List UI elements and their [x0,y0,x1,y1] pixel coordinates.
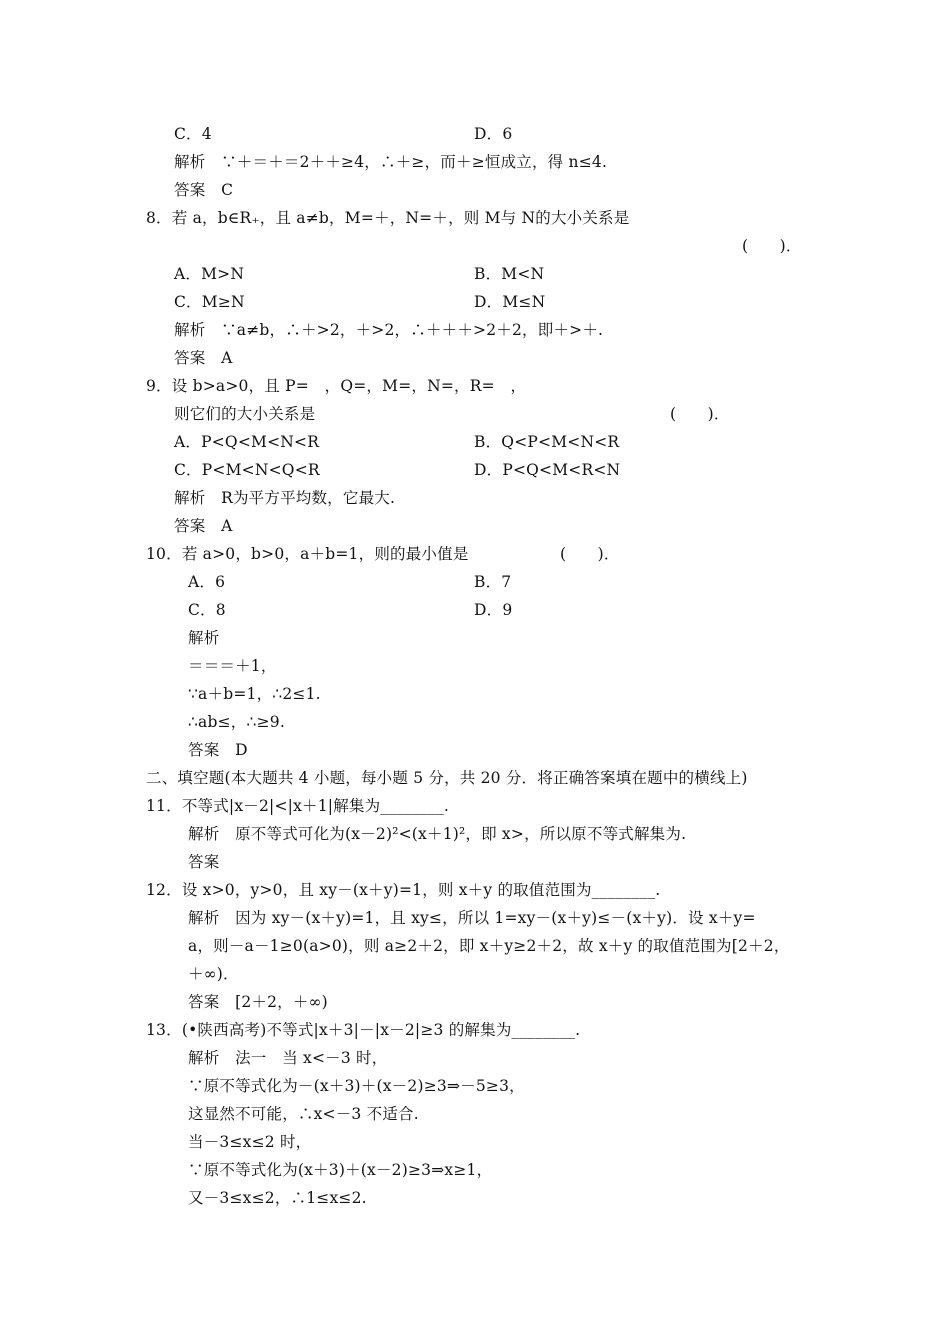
section-heading: 二、填空题(本大题共 4 小题，每小题 5 分，共 20 分．将正确答案填在题中的横线上) [146,769,748,787]
question-13: 13．(•陕西高考)不等式|x＋3|－|x－2|≥3 的解集为________. [146,1021,581,1039]
answer-text: 答案 D [188,741,248,759]
option-a: A．M>N [174,265,245,283]
analysis-text: 解析 法一 当 x<－3 时， [188,1049,388,1067]
analysis-text: 这显然不可能，∴x<－3 不适合. [188,1105,419,1123]
analysis-text: 当－3≤x≤2 时， [188,1133,312,1151]
option-d: D．M≤N [474,293,546,311]
question-12: 12．设 x>0，y>0，且 xy－(x＋y)=1，则 x＋y 的取值范围为________. [146,881,661,899]
option-d: D．9 [474,601,513,619]
analysis-text: 解析 ∵＋＝＋＝2＋＋≥4，∴＋≥，而＋≥恒成立，得 n≤4. [174,153,608,171]
option-d: D．P<Q<M<R<N [474,461,621,479]
analysis-text: a，则－a－1≥0(a>0)，则 a≥2＋2，即 x＋y≥2＋2，故 x＋y 的取值范围为[2＋2， [188,937,790,955]
answer-bracket: ( )． [560,545,620,563]
answer-text: 答案 A [174,517,233,535]
answer-text: 答案 A [174,349,233,367]
option-a: A．P<Q<M<N<R [174,433,320,451]
analysis-text: ∴ab≤，∴≥9. [188,713,285,731]
question-8: 8．若 a，b∈R₊，且 a≠b，M=＋，N=＋，则 M与 N的大小关系是 [146,209,630,227]
analysis-text: ＋∞)． [188,965,239,983]
analysis-text: ∵原不等式化为－(x＋3)＋(x－2)≥3⇒－5≥3， [188,1077,525,1095]
option-c: C．8 [188,601,226,619]
question-10: 10．若 a>0，b>0，a＋b=1，则的最小值是 [146,545,469,563]
option-d: D．6 [474,125,513,143]
analysis-text: 又－3≤x≤2，∴1≤x≤2. [188,1189,367,1207]
option-a: A．6 [188,573,226,591]
option-b: B．7 [474,573,512,591]
analysis-text: 解析 因为 xy－(x＋y)=1，且 xy≤，所以 1=xy－(x＋y)≤－(x＋y)．设 x＋y= [188,909,756,927]
answer-bracket: ( )． [670,405,730,423]
answer-bracket: ( )． [742,237,802,255]
option-b: B．Q<P<M<N<R [474,433,620,451]
analysis-text: ∵原不等式化为(x＋3)＋(x－2)≥3⇒x≥1， [188,1161,493,1179]
option-c: C．4 [174,125,212,143]
question-9-continued: 则它们的大小关系是 [174,405,316,423]
answer-text: 答案 [2＋2，＋∞) [188,993,328,1011]
option-c: C．M≥N [174,293,245,311]
analysis-text: 解析 ∵a≠b，∴＋>2，＋>2，∴＋＋＋>2＋2，即＋>＋. [174,321,604,339]
question-9: 9．设 b>a>0，且 P= ，Q=，M=，N=，R= ， [146,377,527,395]
option-b: B．M<N [474,265,545,283]
analysis-text: ＝＝＝＋1， [188,657,277,675]
answer-text: 答案 [188,853,220,871]
analysis-label: 解析 [188,629,220,647]
option-c: C．P<M<N<Q<R [174,461,320,479]
analysis-text: ∵a＋b=1，∴2≤1. [188,685,321,703]
analysis-text: 解析 R为平方平均数，它最大. [174,489,396,507]
analysis-text: 解析 原不等式可化为(x－2)²<(x＋1)²，即 x>，所以原不等式解集为. [188,825,687,843]
answer-text: 答案 C [174,181,234,199]
question-11: 11．不等式|x－2|<|x＋1|解集为________. [146,797,450,815]
